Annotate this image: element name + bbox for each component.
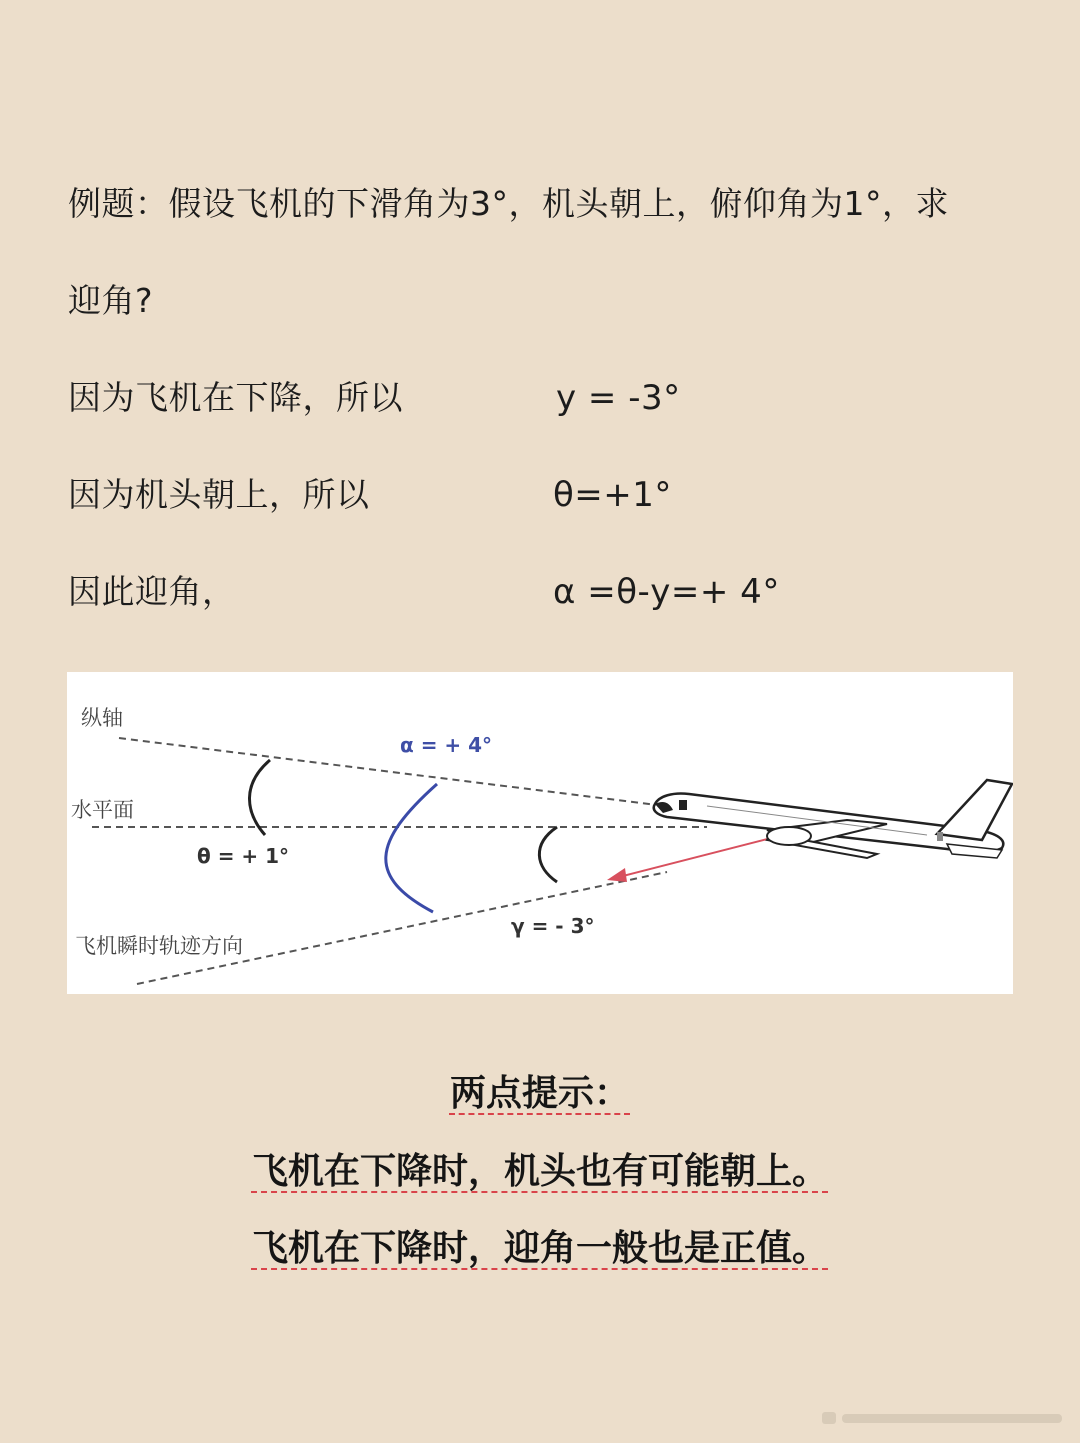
watermark-icon: [822, 1408, 1070, 1428]
alpha-angle-label: α = + 4°: [400, 733, 493, 757]
longitudinal-axis-line: [119, 738, 657, 805]
tips-heading: [0, 1072, 1080, 1116]
tip-2-text: 飞机在下降时，迎角一般也是正值。: [251, 1228, 828, 1269]
tip-2: [0, 1227, 1080, 1271]
tip-1: [0, 1150, 1080, 1194]
tips-heading-text: 两点提示：: [449, 1073, 630, 1114]
conclusion-label: 因此迎角，: [68, 572, 236, 611]
theta-value: θ=+1°: [553, 475, 672, 515]
alpha-arc: [386, 784, 437, 912]
gamma-angle-label: γ = - 3°: [511, 914, 595, 938]
watermark: [822, 1408, 1070, 1428]
reason-descending-label: 因为飞机在下降，所以: [68, 378, 403, 417]
velocity-arrow-head: [607, 868, 627, 882]
airplane-icon: [654, 780, 1012, 858]
tip-1-text: 飞机在下降时，机头也有可能朝上。: [251, 1151, 828, 1192]
theta-arc: [249, 760, 270, 835]
angle-diagram: [67, 672, 1013, 994]
velocity-arrow-line: [619, 834, 787, 877]
flight-path-label: 飞机瞬时轨迹方向: [75, 934, 243, 958]
theta-angle-label: θ = + 1°: [197, 844, 290, 868]
longitudinal-axis-label: 纵轴: [81, 706, 123, 730]
gamma-arc: [539, 827, 557, 882]
question-line-1: 例题：假设飞机的下滑角为3°，机头朝上，俯仰角为1°，求: [68, 184, 949, 223]
alpha-value: α =θ-y=+ 4°: [553, 572, 780, 612]
horizontal-plane-label: 水平面: [71, 798, 134, 822]
reason-nose-up-label: 因为机头朝上，所以: [68, 475, 370, 514]
gamma-value: y = -3°: [556, 378, 681, 418]
question-line-2: 迎角?: [68, 281, 154, 320]
